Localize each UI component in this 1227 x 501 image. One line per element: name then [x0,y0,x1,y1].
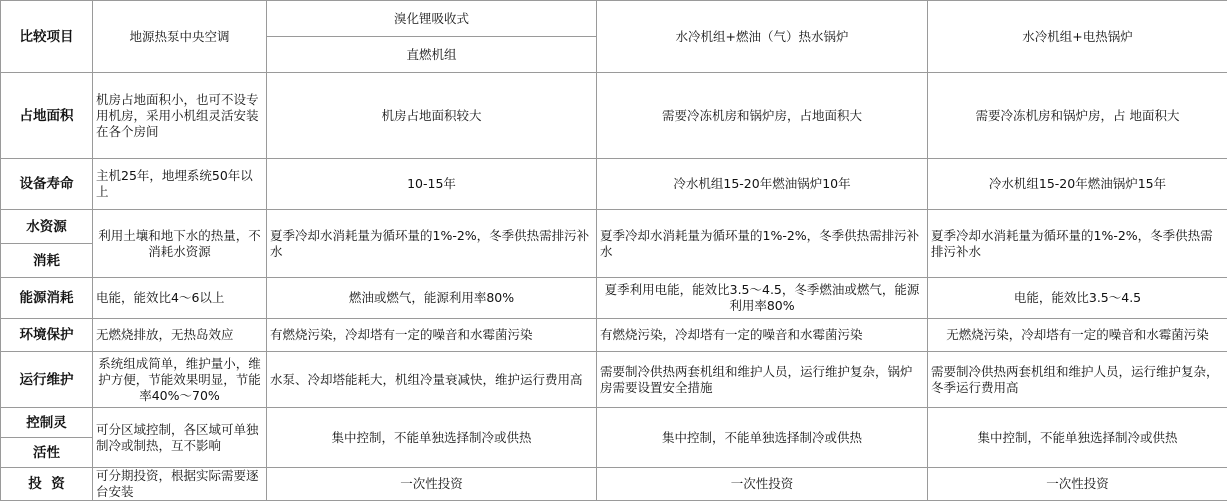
row-label-area: 占地面积 [1,73,93,159]
cell-maint-c3: 需要制冷供热两套机组和维护人员，运行维护复杂，锅炉房需要设置安全措施 [597,352,928,408]
cell-water-c2: 夏季冷却水消耗量为循环量的1%-2%，冬季供热需排污补水 [267,210,597,278]
table-row [1,1,1227,37]
table-row [1,73,1227,159]
header-libr-bottom: 直燃机组 [267,37,597,73]
row-label-energy: 能源消耗 [1,278,93,319]
cell-energy-c2: 燃油或燃气，能源利用率80% [267,278,597,319]
cell-energy-c4: 电能，能效比3.5～4.5 [928,278,1227,319]
cell-env-c3: 有燃烧污染，冷却塔有一定的噪音和水霉菌污染 [597,319,928,352]
cell-area-c4: 需要冷冻机房和锅炉房，占 地面积大 [928,73,1227,159]
row-label-maint: 运行维护 [1,352,93,408]
cell-area-c1: 机房占地面积小，也可不设专用机房，采用小机组灵活安装在各个房间 [93,73,267,159]
table-row [1,352,1227,408]
row-label-control-top: 控制灵 [1,408,93,438]
table-row [1,408,1227,438]
row-label-env: 环境保护 [1,319,93,352]
header-electric-boiler: 水冷机组+电热锅炉 [928,1,1227,73]
table-row [1,278,1227,319]
cell-water-c3: 夏季冷却水消耗量为循环量的1%-2%，冬季供热需排污补水 [597,210,928,278]
cell-life-c2: 10-15年 [267,159,597,210]
cell-env-c1: 无燃烧排放，无热岛效应 [93,319,267,352]
row-label-water-bottom: 消耗 [1,244,93,278]
row-label-control-bottom: 活性 [1,438,93,468]
table-row [1,319,1227,352]
cell-invest-c3: 一次性投资 [597,468,928,501]
cell-control-c1: 可分区域控制，各区域可单独制冷或制热，互不影响 [93,408,267,468]
cell-energy-c1: 电能，能效比4～6以上 [93,278,267,319]
cell-invest-c1: 可分期投资，根据实际需要逐台安装 [93,468,267,501]
cell-water-c4: 夏季冷却水消耗量为循环量的1%-2%，冬季供热需排污补水 [928,210,1227,278]
cell-invest-c4: 一次性投资 [928,468,1227,501]
cell-control-c2: 集中控制，不能单独选择制冷或供热 [267,408,597,468]
cell-water-c1: 利用土壤和地下水的热量，不消耗水资源 [93,210,267,278]
row-label-water-top: 水资源 [1,210,93,244]
cell-env-c4: 无燃烧污染，冷却塔有一定的噪音和水霉菌污染 [928,319,1227,352]
table-row [1,210,1227,244]
cell-control-c3: 集中控制，不能单独选择制冷或供热 [597,408,928,468]
header-oil-gas-boiler: 水冷机组+燃油（气）热水锅炉 [597,1,928,73]
row-label-invest: 投 资 [1,468,93,501]
table-row [1,159,1227,210]
cell-control-c4: 集中控制，不能单独选择制冷或供热 [928,408,1227,468]
header-ground-source: 地源热泵中央空调 [93,1,267,73]
cell-energy-c3: 夏季利用电能，能效比3.5～4.5，冬季燃油或燃气，能源利用率80% [597,278,928,319]
cell-life-c3: 冷水机组15-20年燃油锅炉10年 [597,159,928,210]
cell-life-c1: 主机25年，地埋系统50年以上 [93,159,267,210]
cell-invest-c2: 一次性投资 [267,468,597,501]
cell-maint-c2: 水泵、冷却塔能耗大，机组冷量衰减快，维护运行费用高 [267,352,597,408]
row-label-life: 设备寿命 [1,159,93,210]
cell-life-c4: 冷水机组15-20年燃油锅炉15年 [928,159,1227,210]
table-row [1,468,1227,501]
cell-env-c2: 有燃烧污染，冷却塔有一定的噪音和水霉菌污染 [267,319,597,352]
header-item: 比较项目 [1,1,93,73]
cell-area-c3: 需要冷冻机房和锅炉房，占地面积大 [597,73,928,159]
header-libr-top: 溴化锂吸收式 [267,1,597,37]
cell-area-c2: 机房占地面积较大 [267,73,597,159]
cell-maint-c1: 系统组成简单，维护量小，维护方便，节能效果明显，节能率40%～70% [93,352,267,408]
cell-maint-c4: 需要制冷供热两套机组和维护人员，运行维护复杂，冬季运行费用高 [928,352,1227,408]
